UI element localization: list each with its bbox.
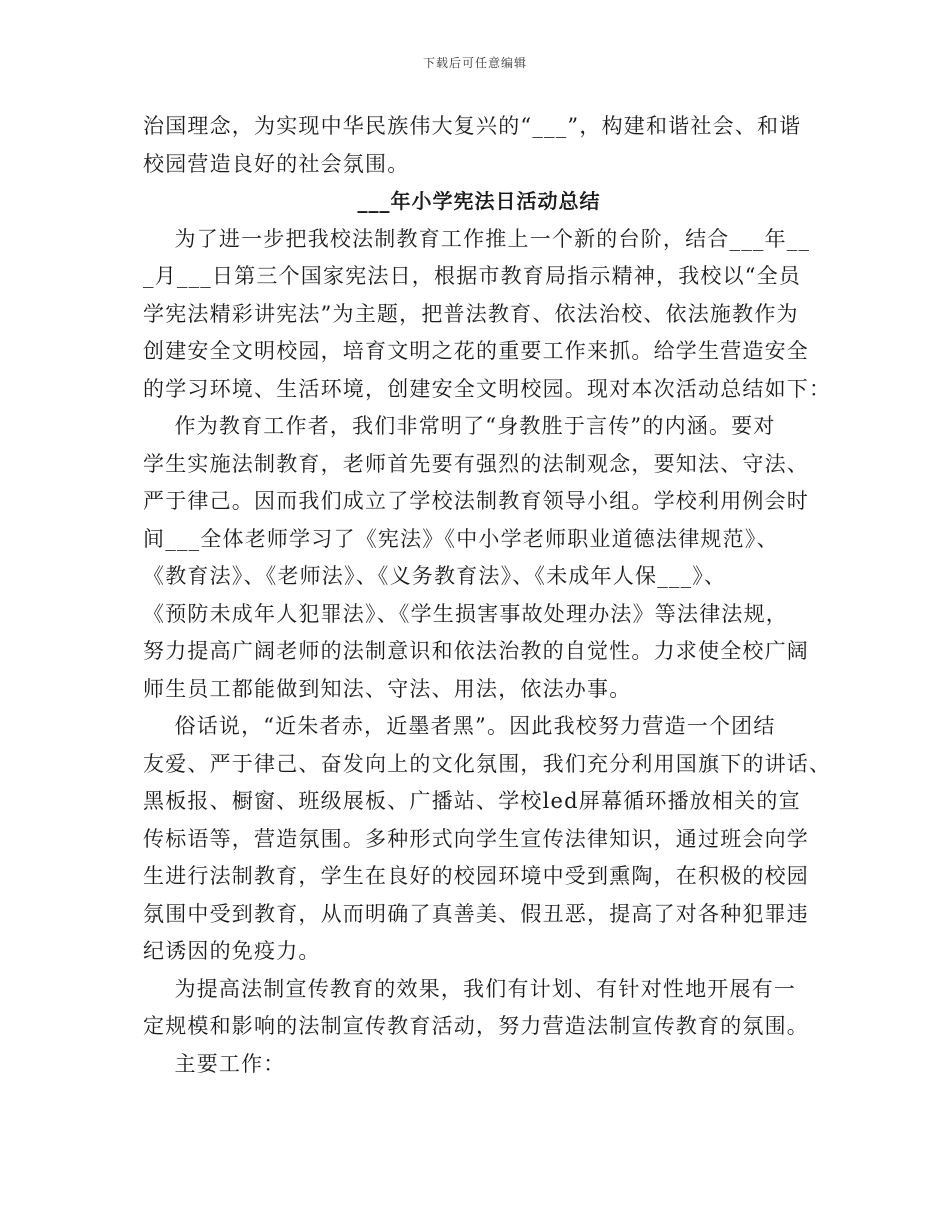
text-line: 严于律己。因而我们成立了学校法制教育领导小组。学校利用例会时 bbox=[143, 489, 809, 513]
section-title: ___年小学宪法日活动总结 bbox=[357, 189, 601, 213]
text-line: 传标语等，营造氛围。多种形式向学生宣传法律知识，通过班会向学 bbox=[143, 826, 809, 851]
text-line: 学宪法精彩讲宪法”为主题，把普法教育、依法治校、依法施教作为 bbox=[143, 301, 799, 326]
text-line: 氛围中受到教育，从而明确了真善美、假丑恶，提高了对各种犯罪违 bbox=[143, 901, 809, 926]
text-line: 主要工作： bbox=[143, 1051, 286, 1076]
text-line: 俗话说，“近朱者赤，近墨者黑”。因此我校努力营造一个团结 bbox=[143, 714, 776, 738]
text-line: _月___日第三个国家宪法日，根据市教育局指示精神，我校以“全员 bbox=[143, 264, 802, 288]
text-line: 纪诱因的免疫力。 bbox=[143, 939, 321, 963]
text-line: 《预防未成年人犯罪法》、《学生损害事故处理办法》等法律法规， bbox=[143, 601, 788, 626]
document-body bbox=[143, 108, 832, 1083]
text-line: 努力提高广阔老师的法制意识和依法治教的自觉性。力求使全校广阔 bbox=[143, 639, 809, 663]
text-line: 间___全体老师学习了《宪法》《中小学老师职业道德法律规范》、 bbox=[143, 526, 779, 551]
text-line: 为了进一步把我校法制教育工作推上一个新的台阶，结合___年__ bbox=[143, 226, 811, 251]
text-line: 友爱、严于律己、奋发向上的文化氛围，我们充分利用国旗下的讲话、 bbox=[143, 751, 832, 776]
page-header-note: 下载后可任意编辑 bbox=[422, 56, 527, 70]
text-line: 定规模和影响的法制宣传教育活动，努力营造法制宣传教育的氛围。 bbox=[143, 1014, 809, 1038]
text-line: 治国理念，为实现中华民族伟大复兴的“___”，构建和谐社会、和谐 bbox=[143, 114, 802, 138]
text-line: 师生员工都能做到知法、守法、用法，依法办事。 bbox=[143, 676, 632, 701]
text-line: 创建安全文明校园，培育文明之花的重要工作来抓。给学生营造安全 bbox=[143, 339, 809, 363]
text-line: 学生实施法制教育，老师首先要有强烈的法制观念，要知法、守法、 bbox=[143, 451, 809, 476]
text-line: 黑板报、橱窗、班级展板、广播站、学校led屏幕循环播放相关的宣 bbox=[143, 789, 801, 813]
text-line: 《教育法》、《老师法》、《义务教育法》、《未成年人保___》、 bbox=[143, 564, 727, 588]
text-line: 为提高法制宣传教育的效果，我们有计划、有针对性地开展有一 bbox=[143, 976, 797, 1001]
text-line: 生进行法制教育，学生在良好的校园环境中受到熏陶，在积极的校园 bbox=[143, 864, 809, 888]
text-line: 作为教育工作者，我们非常明了“身教胜于言传”的内涵。要对 bbox=[143, 414, 776, 438]
text-line: 的学习环境、生活环境，创建安全文明校园。现对本次活动总结如下： bbox=[143, 376, 832, 401]
text-line: 校园营造良好的社会氛围。 bbox=[143, 151, 410, 176]
